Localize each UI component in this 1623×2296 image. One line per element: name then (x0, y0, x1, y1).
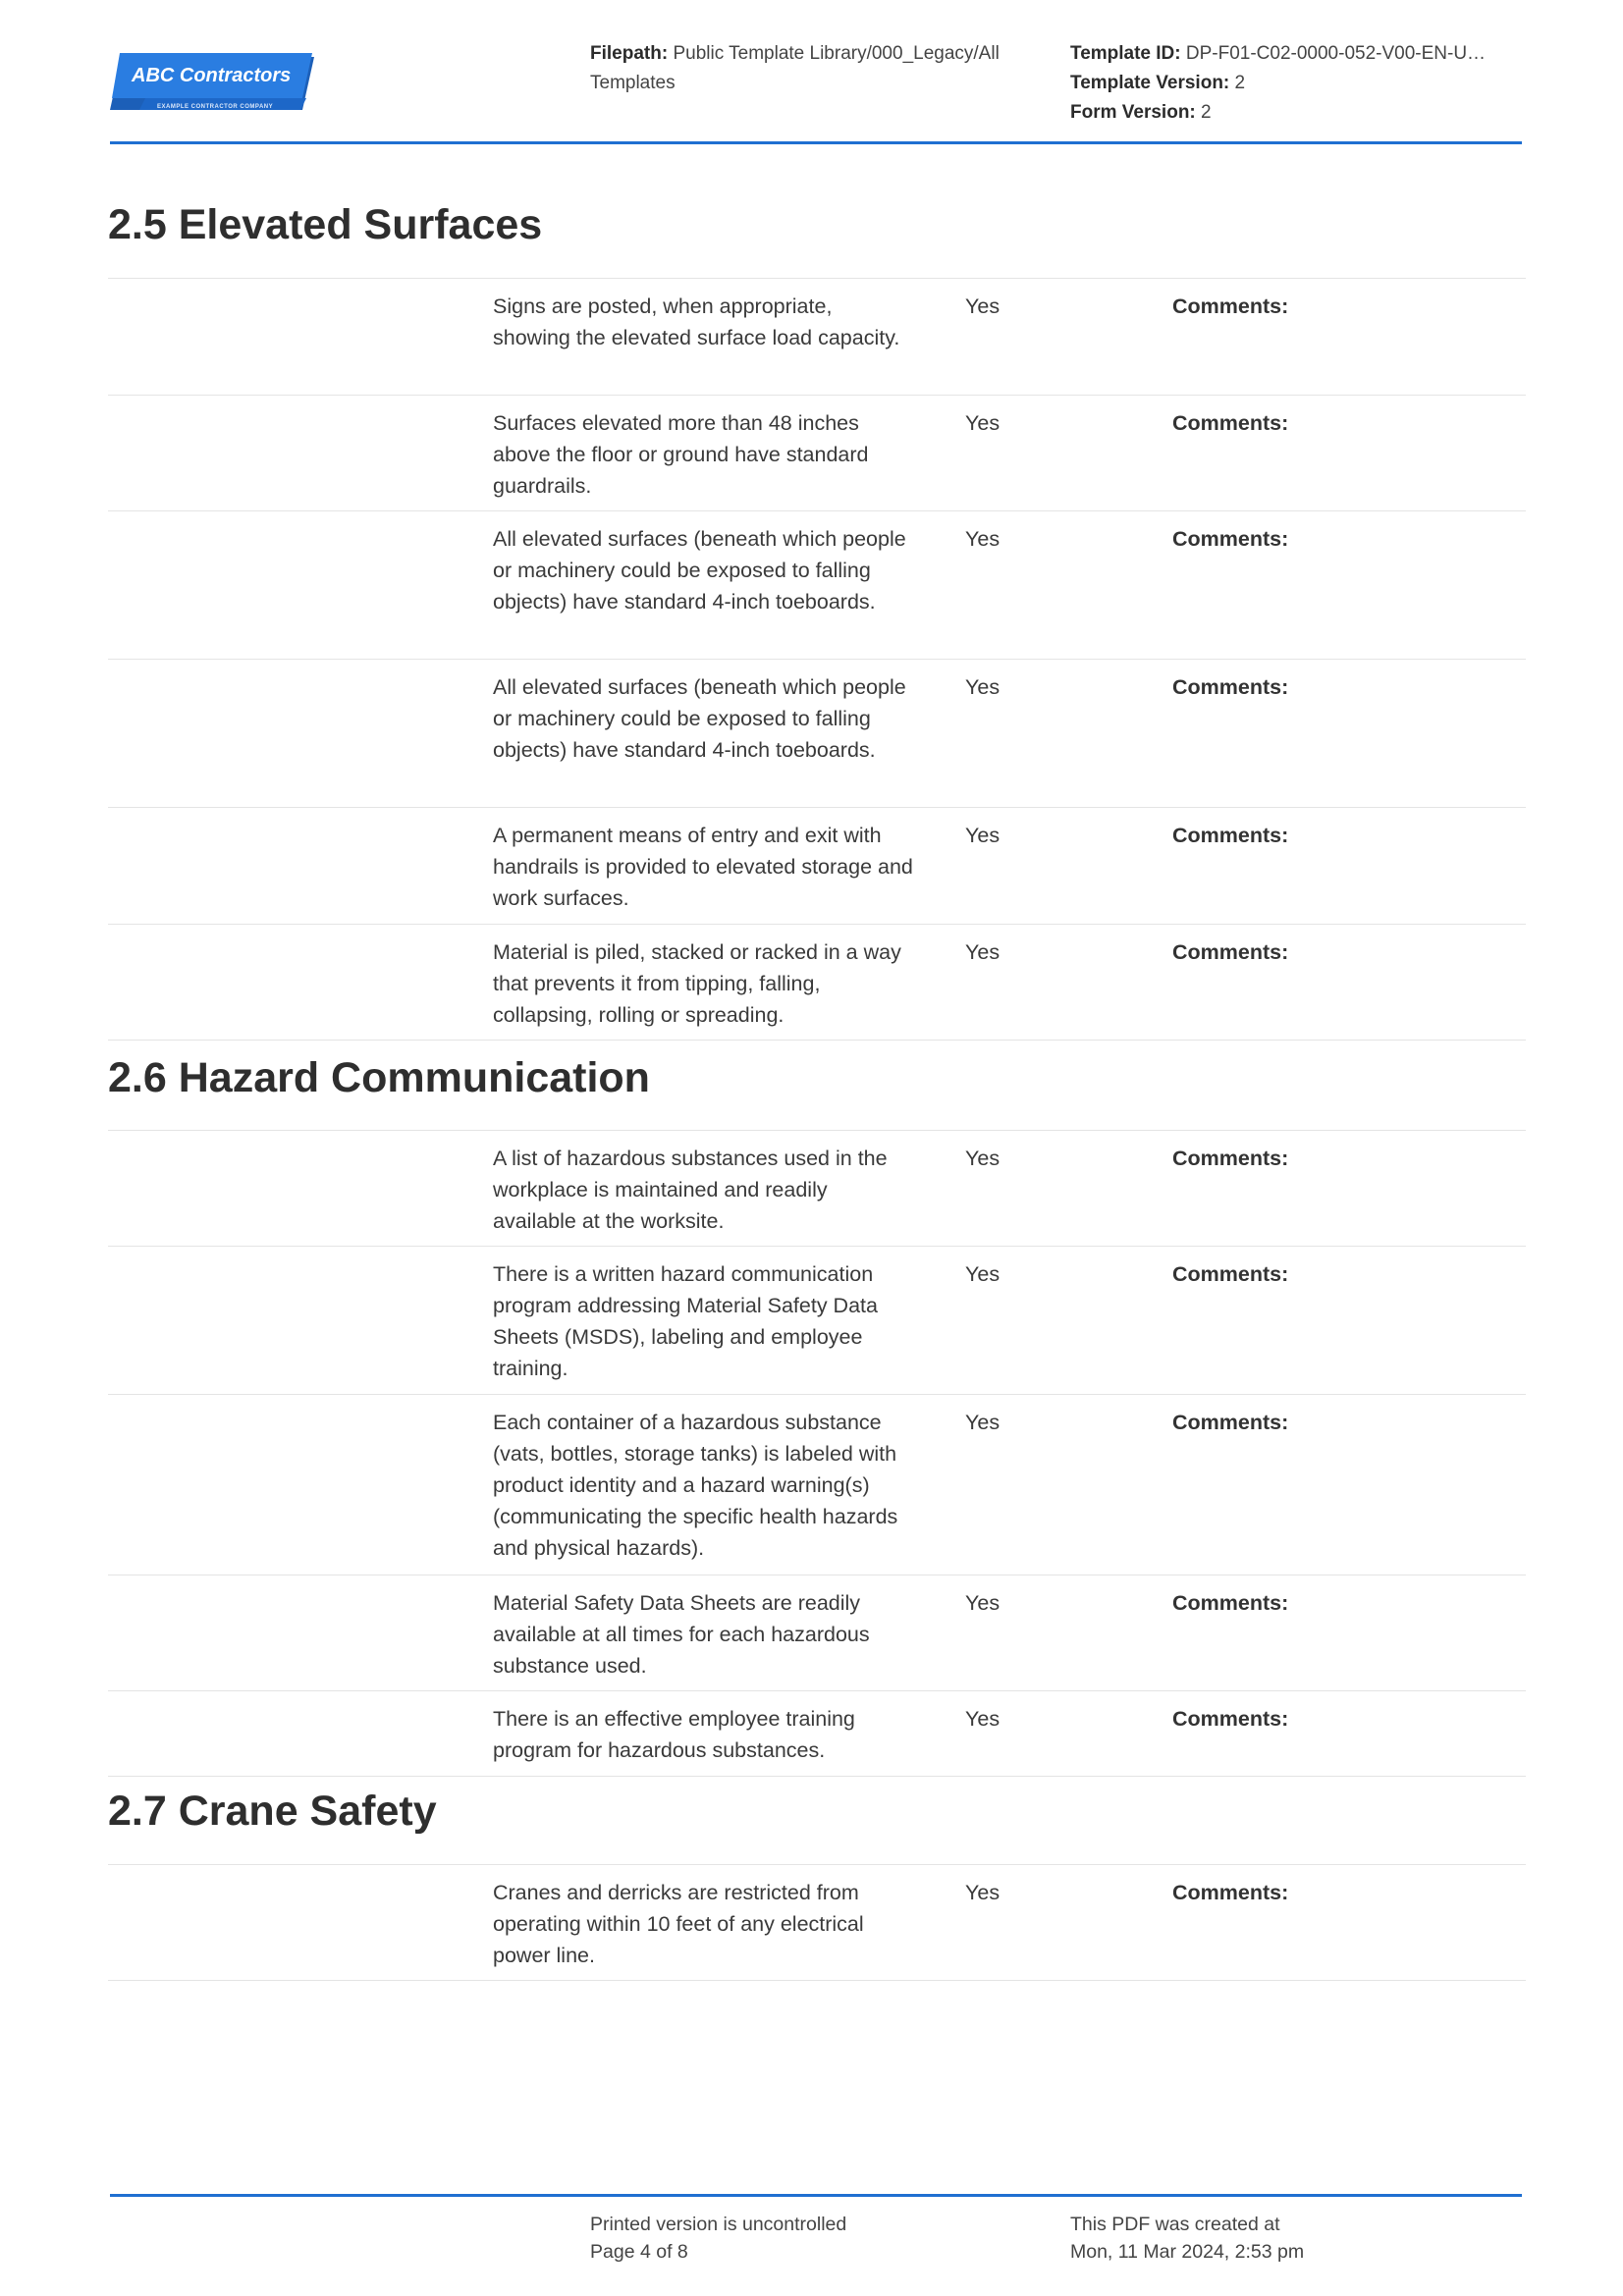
checklist-row (108, 1864, 1526, 1981)
form-version (1070, 98, 1522, 128)
checklist-row (108, 510, 1526, 659)
comments-label: Comments: (1172, 1591, 1289, 1615)
checklist-row (108, 807, 1526, 924)
comments-label: Comments: (1172, 294, 1289, 318)
filepath-value: Public Template Library/000_Legacy/All Templates (590, 43, 1000, 93)
comments-label: Comments: (1172, 411, 1289, 435)
comments-label: Comments: (1172, 1881, 1289, 1904)
question-text: Signs are posted, when appropriate, showing the elevated surface load capacity. (493, 294, 900, 349)
checklist-row (108, 1130, 1526, 1246)
answer-value: Yes (965, 824, 1001, 847)
question-text: Material is piled, stacked or racked in a way that prevents it from tipping, falling, collapsing, rolling or spreading. (493, 940, 901, 1027)
template-id-value: DP-F01-C02-0000-052-V00-EN-U… (1185, 43, 1487, 64)
footer-page-info (590, 2211, 944, 2266)
comments-label: Comments: (1172, 1262, 1289, 1286)
header-divider (110, 141, 1522, 144)
checklist-row (108, 1246, 1526, 1394)
template-id (1070, 39, 1522, 69)
checklist-crane-safety (108, 1864, 1526, 1981)
created-label: This PDF was created at (1070, 2214, 1280, 2235)
comments-label: Comments: (1172, 527, 1289, 551)
question-text: Cranes and derricks are restricted from operating within 10 feet of any electrical power line. (493, 1881, 864, 1967)
answer-value: Yes (965, 1707, 1001, 1731)
checklist-hazard-communication (108, 1130, 1526, 1777)
answer-value: Yes (965, 294, 1001, 318)
question-text: Material Safety Data Sheets are readily available at all times for each hazardous substance used. (493, 1591, 870, 1678)
template-version-value: 2 (1234, 73, 1246, 93)
question-text: There is an effective employee training program for hazardous substances. (493, 1707, 855, 1762)
answer-value: Yes (965, 940, 1001, 964)
checklist-elevated-surfaces (108, 278, 1526, 1041)
filepath-label: Filepath: (590, 43, 669, 64)
logo-subtitle: EXAMPLE CONTRACTOR COMPANY (157, 104, 274, 110)
template-id-label: Template ID: (1070, 43, 1181, 64)
checklist-row (108, 1394, 1526, 1575)
answer-value: Yes (965, 527, 1001, 551)
comments-label: Comments: (1172, 824, 1289, 847)
footer-created-info (1070, 2211, 1483, 2266)
checklist-row (108, 395, 1526, 510)
answer-value: Yes (965, 1147, 1001, 1170)
uncontrolled-notice: Printed version is uncontrolled (590, 2214, 847, 2235)
form-version-value: 2 (1201, 102, 1212, 123)
question-text: All elevated surfaces (beneath which people or machinery could be exposed to falling objects) have standard 4-inch toeboards. (493, 675, 906, 762)
created-timestamp: Mon, 11 Mar 2024, 2:53 pm (1070, 2241, 1305, 2263)
checklist-row (108, 924, 1526, 1041)
answer-value: Yes (965, 1881, 1001, 1904)
section-title-hazard-communication: 2.6 Hazard Communication (108, 1054, 650, 1101)
comments-label: Comments: (1172, 1707, 1289, 1731)
checklist-row (108, 1575, 1526, 1690)
checklist-row (108, 278, 1526, 395)
checklist-row (108, 659, 1526, 807)
template-version-label: Template Version: (1070, 73, 1230, 93)
comments-label: Comments: (1172, 940, 1289, 964)
page-number: Page 4 of 8 (590, 2241, 688, 2263)
question-text: There is a written hazard communication program addressing Material Safety Data Sheets (MSDS), labeling and employee training. (493, 1262, 878, 1380)
answer-value: Yes (965, 411, 1001, 435)
template-version (1070, 69, 1522, 98)
comments-label: Comments: (1172, 675, 1289, 699)
checklist-row (108, 1690, 1526, 1777)
section-title-elevated-surfaces: 2.5 Elevated Surfaces (108, 201, 543, 248)
section-title-crane-safety: 2.7 Crane Safety (108, 1788, 437, 1835)
logo-title: ABC Contractors (132, 65, 292, 86)
question-text: Surfaces elevated more than 48 inches above the floor or ground have standard guardrails. (493, 411, 869, 498)
answer-value: Yes (965, 675, 1001, 699)
footer-divider (110, 2194, 1522, 2197)
header-template-meta (1070, 39, 1522, 128)
question-text: A list of hazardous substances used in the workplace is maintained and readily available at the worksite. (493, 1147, 888, 1233)
answer-value: Yes (965, 1591, 1001, 1615)
answer-value: Yes (965, 1262, 1001, 1286)
page-header (110, 39, 1522, 143)
comments-label: Comments: (1172, 1147, 1289, 1170)
answer-value: Yes (965, 1411, 1001, 1434)
company-logo (110, 53, 316, 114)
comments-label: Comments: (1172, 1411, 1289, 1434)
header-filepath (590, 39, 1052, 98)
question-text: Each container of a hazardous substance (vats, bottles, storage tanks) is labeled with product identity and a hazard warning(s) (communicating the specific health hazards and physical hazards). (493, 1411, 898, 1560)
question-text: A permanent means of entry and exit with handrails is provided to elevated storage and work surfaces. (493, 824, 913, 910)
question-text: All elevated surfaces (beneath which people or machinery could be exposed to falling objects) have standard 4-inch toeboards. (493, 527, 906, 614)
form-version-label: Form Version: (1070, 102, 1196, 123)
